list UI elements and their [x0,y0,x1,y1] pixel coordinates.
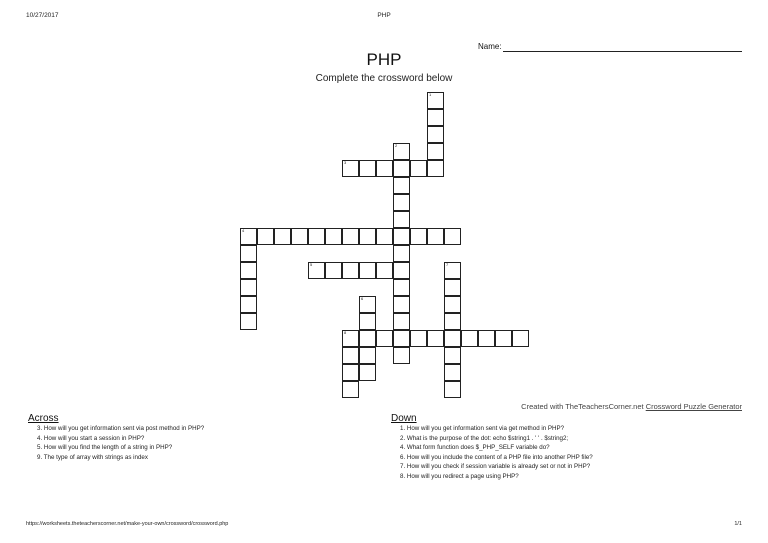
crossword-cell[interactable] [376,330,393,347]
crossword-cell[interactable] [444,296,461,313]
crossword-cell[interactable] [240,245,257,262]
crossword-cell[interactable] [444,347,461,364]
crossword-cell[interactable] [274,228,291,245]
crossword-cell[interactable] [393,160,410,177]
crossword-cell[interactable] [325,262,342,279]
cell-number: 4 [242,228,245,233]
across-clue: 4. How will you start a session in PHP? [37,434,145,442]
footer-url: https://worksheets.theteacherscorner.net/make-your-own/crossword/crossword.php [26,521,229,527]
crossword-cell[interactable] [393,194,410,211]
print-header-title: PHP [377,12,391,19]
crossword-cell[interactable] [257,228,274,245]
down-clue: 2. What is the purpose of the dot: echo $string1 . ' ' . $string2; [400,434,569,442]
crossword-cell[interactable] [427,330,444,347]
crossword-cell[interactable] [393,228,410,245]
crossword-cell[interactable] [410,330,427,347]
crossword-cell[interactable] [444,330,461,347]
crossword-cell[interactable] [410,160,427,177]
crossword-cell[interactable] [393,245,410,262]
cell-number: 7 [446,262,449,267]
crossword-cell[interactable] [376,160,393,177]
crossword-cell[interactable] [359,296,376,313]
name-label: Name: [478,42,502,51]
cell-number: 6 [361,296,364,301]
crossword-cell[interactable] [444,381,461,398]
down-clue: 6. How will you include the content of a PHP file into another PHP file? [400,453,593,461]
crossword-cell[interactable] [342,228,359,245]
print-date: 10/27/2017 [26,12,59,19]
across-clue: 5. How will you find the length of a string in PHP? [37,444,173,452]
across-clue-list [37,424,204,462]
crossword-cell[interactable] [393,177,410,194]
crossword-cell[interactable] [376,228,393,245]
crossword-cell[interactable] [359,364,376,381]
crossword-cell[interactable] [461,330,478,347]
crossword-cell[interactable] [308,228,325,245]
crossword-cell[interactable] [393,262,410,279]
crossword-cell[interactable] [478,330,495,347]
crossword-cell[interactable] [342,160,359,177]
cell-number: 5 [310,262,313,267]
crossword-cell[interactable] [342,364,359,381]
crossword-cell[interactable] [444,228,461,245]
crossword-cell[interactable] [427,92,444,109]
crossword-cell[interactable] [342,381,359,398]
crossword-cell[interactable] [240,262,257,279]
crossword-cell[interactable] [393,279,410,296]
crossword-cell[interactable] [240,313,257,330]
cell-number: 1 [429,92,432,97]
crossword-cell[interactable] [393,330,410,347]
crossword-cell[interactable] [393,347,410,364]
across-clue: 9. The type of array with strings as index [37,453,148,461]
crossword-cell[interactable] [444,279,461,296]
crossword-cell[interactable] [359,313,376,330]
generator-link[interactable]: Crossword Puzzle Generator [645,402,742,411]
crossword-cell[interactable] [393,296,410,313]
crossword-cell[interactable] [427,160,444,177]
crossword-cell[interactable] [444,364,461,381]
crossword-cell[interactable] [359,347,376,364]
crossword-cell[interactable] [393,143,410,160]
crossword-cell[interactable] [342,347,359,364]
across-heading: Across [28,413,59,424]
credit-line [521,402,742,411]
page-title: PHP [366,50,402,69]
crossword-cell[interactable] [444,262,461,279]
crossword-cell[interactable] [444,313,461,330]
cell-number: 3 [344,160,347,165]
crossword-cell[interactable] [240,228,257,245]
crossword-cell[interactable] [240,279,257,296]
down-clue: 8. How will you redirect a page using PHP? [400,472,519,480]
crossword-cell[interactable] [427,143,444,160]
credit-text: Created with TheTeachersCorner.net [521,402,644,411]
crossword-cell[interactable] [427,109,444,126]
crossword-cell[interactable] [359,330,376,347]
crossword-cell[interactable] [342,330,359,347]
cell-number: 8 [344,330,347,335]
crossword-cell[interactable] [495,330,512,347]
crossword-cell[interactable] [512,330,529,347]
down-heading: Down [391,413,417,424]
crossword-cell[interactable] [410,228,427,245]
crossword-cell[interactable] [427,126,444,143]
crossword-cell[interactable] [376,262,393,279]
down-clue: 4. What form function does $_PHP_SELF variable do? [400,444,550,452]
crossword-cell[interactable] [359,262,376,279]
crossword-cell[interactable] [393,313,410,330]
down-clue: 1. How will you get information sent via get method in PHP? [400,425,565,432]
down-clue: 7. How will you check if session variable is already set or not in PHP? [400,463,591,471]
cell-number: 2 [395,143,398,148]
crossword-cell[interactable] [240,296,257,313]
page-subtitle: Complete the crossword below [315,73,453,84]
crossword-cell[interactable] [393,211,410,228]
across-clue: 3. How will you get information sent via post method in PHP? [37,425,205,432]
down-clue-list [400,424,593,482]
footer-page-number: 1/1 [734,521,742,527]
crossword-cell[interactable] [342,262,359,279]
crossword-cell[interactable] [359,160,376,177]
crossword-cell[interactable] [325,228,342,245]
crossword-cell[interactable] [359,228,376,245]
crossword-cell[interactable] [427,228,444,245]
crossword-cell[interactable] [291,228,308,245]
crossword-cell[interactable] [308,262,325,279]
